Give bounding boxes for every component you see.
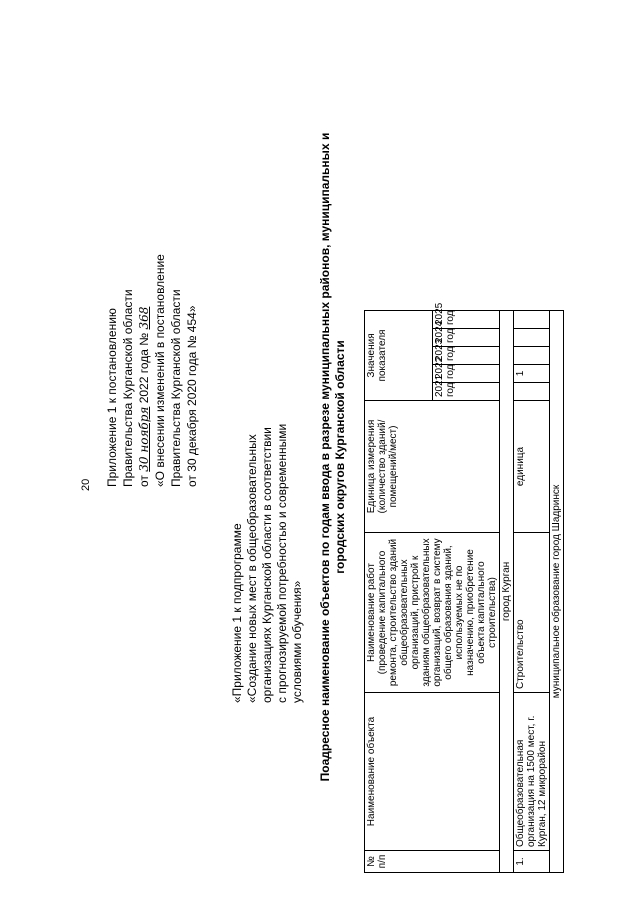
document-title [318,97,348,817]
row-works: Строительство [514,533,550,693]
appendix-line: Правительства Курганской области [169,289,183,487]
appendix-line: от 30 декабря 2020 года № 454» [185,305,199,487]
appendix-line: «Приложение 1 к подпрограмме [230,523,244,703]
appendix-line: с прогнозируемой потребностью и современными [275,423,289,703]
section-title: муниципальное образование город Шадринск [550,310,564,872]
row-object: Общеобразовательная организация на 1500 мест, г. Курган, 12 микрорайон [514,693,550,851]
header-works: Наименование работ (проведение капитального ремонта, строительство зданий общеобразовательных организаций, пристрой к зданиям общеобразовательных организаций, возврат в систему общего образования зданий, используемых не по назначению, приобретение объекта капитального строительства) [365,533,500,693]
header-num: № п/п [365,851,500,873]
section-title: город Курган [500,310,514,872]
header-object: Наименование объекта [365,693,500,851]
row-unit: единица [514,401,550,533]
header-year: 2025 год [432,310,500,328]
page-number: 20 [80,478,92,491]
header-unit: Единица измерения (количество зданий/ помещений/мест) [365,401,500,533]
handwritten-number: 368 [137,306,151,330]
appendix-date-line [136,147,152,487]
header-year: 2024 год [432,329,500,347]
blank-area [365,30,500,310]
title-line: городских округов Курганской области [333,340,347,574]
appendix-header [104,147,200,487]
blank-area [500,30,514,310]
row-value [514,329,550,347]
appendix-line: условиями обучения» [290,580,304,703]
date-year: 2022 года № [137,332,151,404]
row-value [514,383,550,401]
row-value: 1 [514,365,550,383]
date-prefix: от [137,475,151,487]
objects-table [364,30,564,873]
appendix-line: Правительства Курганской области [121,289,135,487]
header-year: 2022 год [432,365,500,383]
header-year: 2021 год [432,383,500,401]
row-value [514,347,550,365]
title-line: Поадресное наименование объектов по годам ввода в разрезе муниципальных районов, муниципальных и [318,132,332,782]
blank-area [514,30,550,310]
appendix-line: «О внесении изменений в постановление [153,254,167,487]
appendix-line: «Создание новых мест в общеобразовательных [245,434,259,703]
handwritten-date: 30 ноября [137,406,151,472]
blank-area [550,30,564,310]
appendix-line: организациях Курганской области в соответствии [260,427,274,703]
row-value [514,310,550,328]
subprogram-appendix-header [230,323,305,703]
row-num: 1. [514,851,550,873]
header-values-group: Значения показателя [365,310,433,400]
header-year: 2023 год [432,347,500,365]
appendix-line: Приложение 1 к постановлению [105,308,119,487]
